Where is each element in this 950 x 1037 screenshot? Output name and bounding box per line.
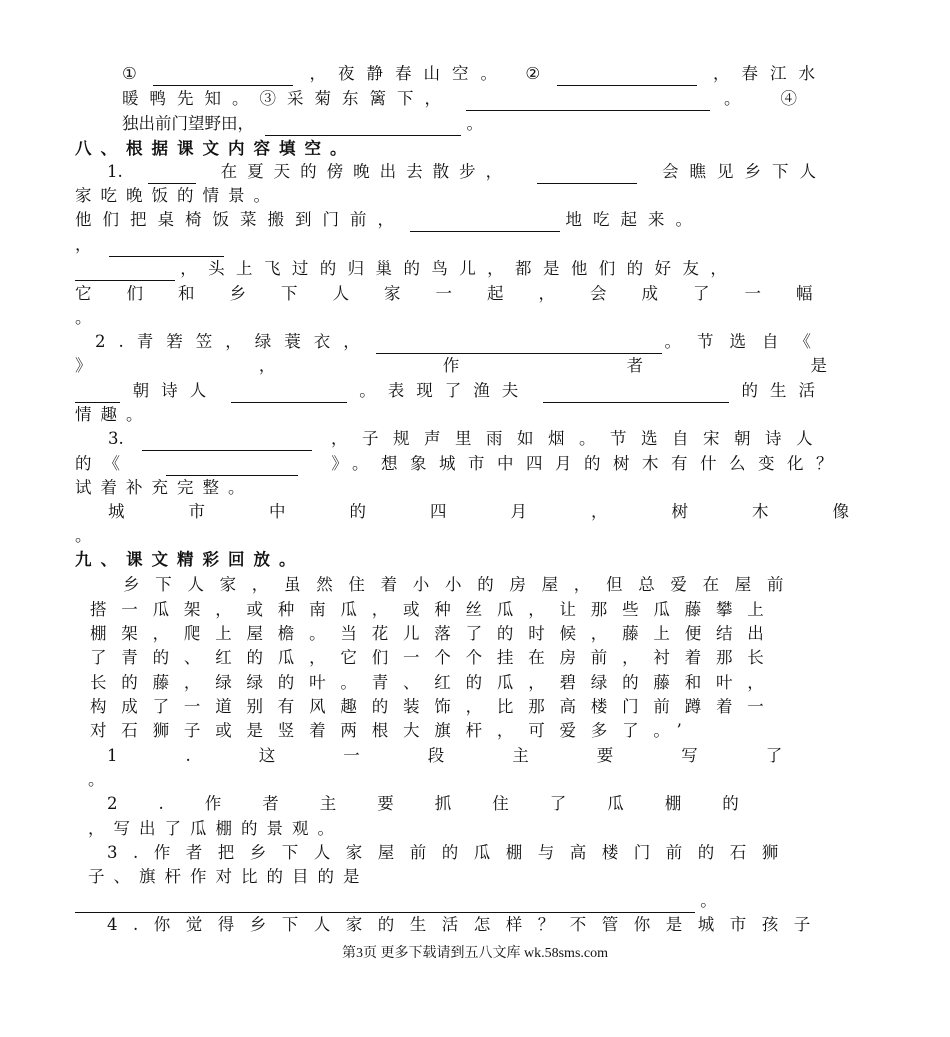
question-number: 1. [107, 162, 123, 181]
text: 是 [810, 356, 827, 375]
q1-line-7: 。 [75, 308, 92, 327]
q1-line-2: 家吃晚饭的情景。 [75, 186, 279, 205]
answer-blank[interactable] [231, 385, 347, 403]
passage-line: 对石狮子或是竖着两根大旗杆，可爱多了。’ [90, 721, 697, 740]
text: 它们和乡下人家一起，会成了一幅 [75, 284, 848, 303]
question-4: 4.你觉得乡下人家的生活怎样？不管你是城市孩子 [107, 915, 826, 934]
answer-blank[interactable] [376, 336, 662, 354]
text: 者 [626, 356, 644, 375]
q1-line-3 [75, 208, 827, 232]
question-number: 3. [108, 429, 124, 448]
q1-line-6 [75, 282, 848, 306]
answer-blank[interactable] [142, 433, 312, 451]
text: ， [75, 235, 92, 254]
section-9-title: 九、课文精彩回放。 [75, 550, 305, 569]
question-2: 2.作者主要抓住了瓜棚的 [107, 794, 780, 813]
poem-line-2 [122, 87, 837, 111]
passage-line: 棚架，爬上屋檐。当花儿落了的时候，藤上便结出 [90, 624, 779, 643]
answer-blank[interactable] [148, 166, 196, 184]
text: 地吃起来。 [565, 210, 703, 229]
poem-line-1 [122, 62, 827, 86]
passage-line: 了青的、红的瓜，它们一个个挂在房前，衬着那长 [90, 648, 779, 667]
question-3-cont: 子、旗杆作对比的目的是 [88, 867, 369, 886]
text: ，头上飞过的归巢的鸟儿，都是他们的好友， [180, 259, 739, 278]
text: ① [122, 64, 137, 83]
question-3: 3.作者把乡下人家屋前的瓜棚与高楼门前的石狮 [107, 843, 794, 862]
question-1: 1.这一段主要写了 [107, 746, 851, 765]
question-3-answer-line [75, 889, 827, 913]
answer-blank[interactable] [75, 385, 120, 403]
q2-line-2 [75, 354, 827, 378]
answer-blank[interactable] [537, 166, 637, 184]
q1-line-4 [75, 233, 827, 257]
answer-blank[interactable] [557, 68, 697, 86]
text: 》。想象城市中四月的树木有什么变化？ [331, 454, 845, 473]
question-1-end: 。 [88, 770, 105, 789]
text: 作 [442, 356, 460, 375]
text: 。④ [724, 89, 837, 108]
q3-line-1 [108, 427, 827, 451]
text: ，夜静春山空。 [309, 64, 510, 83]
passage-line: 乡下人家，虽然住着小小的房屋，但总爱在屋前 [123, 575, 800, 594]
question-2-cont: ，写出了瓜棚的景观。 [88, 819, 343, 838]
poem-line-3 [122, 112, 874, 136]
passage-line: 搭一瓜架，或种南瓜，或种丝瓜，让那些瓜藤攀上 [90, 600, 779, 619]
text: 2.青箬笠，绿蓑衣， [95, 332, 373, 351]
text: 独出前门望野田， [122, 114, 254, 133]
page-footer: 第3页 更多下载请到五八文库 wk.58sms.com [342, 946, 608, 961]
q2-line-3 [75, 379, 827, 403]
answer-blank[interactable] [543, 385, 729, 403]
answer-blank[interactable] [75, 263, 175, 281]
q1-line-5 [75, 257, 827, 281]
text: 。 [466, 114, 483, 133]
passage-line: 构成了一道别有风趣的装饰，比那高楼门前蹲着一 [90, 697, 779, 716]
text: 》 [75, 356, 92, 375]
text: 在夏天的傍晚出去散步， [220, 162, 513, 181]
answer-blank[interactable] [265, 118, 461, 136]
text: 的生活 [741, 381, 827, 400]
q3-line-4: 城市中的四月，树木像 [108, 502, 913, 521]
q3-line-3: 试着补充完整。 [75, 478, 254, 497]
text: ，春江水 [712, 64, 827, 83]
q3-line-2 [75, 452, 845, 476]
answer-blank[interactable] [166, 458, 298, 476]
text: ， [258, 356, 276, 375]
text: 。节选自《 [664, 332, 827, 351]
text: 。 [700, 891, 717, 910]
answer-blank[interactable] [466, 93, 710, 111]
text: 。表现了渔夫 [359, 381, 531, 400]
section-8-title: 八、根据课文内容填空。 [75, 139, 356, 158]
text: 的《 [75, 454, 132, 473]
q3-line-5: 。 [75, 526, 92, 545]
text: ，子规声里雨如烟。节选自宋朝诗人 [331, 429, 827, 448]
text: 他们把桌椅饭菜搬到门前， [75, 210, 405, 229]
text: 朝诗人 [132, 381, 219, 400]
text: 会瞧见乡下人 [662, 162, 827, 181]
text: 暖鸭先知。③采菊东篱下， [122, 89, 452, 108]
answer-blank[interactable] [109, 239, 224, 257]
answer-blank[interactable] [153, 68, 293, 86]
q2-line-4: 情趣。 [75, 405, 152, 424]
text: ② [525, 64, 541, 83]
q2-line-1 [95, 330, 827, 354]
answer-blank[interactable] [75, 895, 695, 913]
passage-line: 长的藤，绿绿的叶。青、红的瓜，碧绿的藤和叶， [90, 673, 779, 692]
q1-line-1 [107, 160, 827, 184]
answer-blank[interactable] [410, 214, 560, 232]
